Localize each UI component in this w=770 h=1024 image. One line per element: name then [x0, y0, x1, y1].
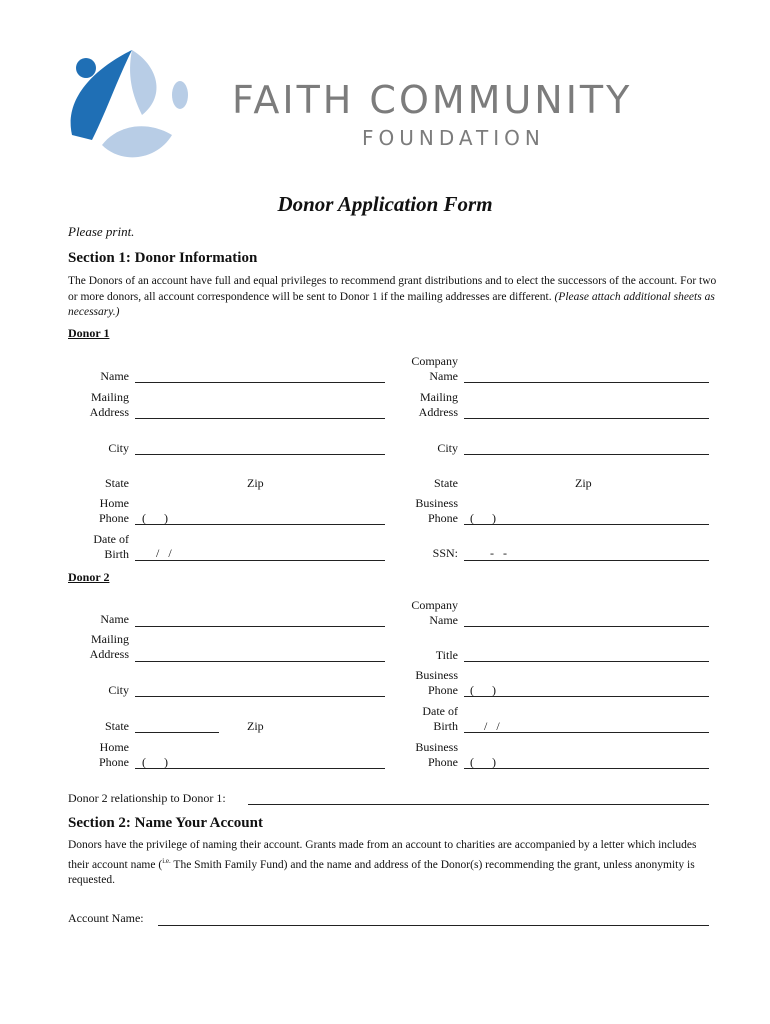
donor2-dob-field[interactable] — [464, 732, 709, 733]
section2-paragraph: Donors have the privilege of naming their account. Grants made from an account to charities are accompanied by a letter which includes their account name ($^{i.e.}$ The Smith Family Fund) and the name and address of the Donor(s) recommending the grant, unless anonymity is requested. — [68, 839, 697, 886]
donor1-ssn-mark: - - — [490, 546, 507, 560]
org-name-line1: FAITH COMMUNITY — [232, 78, 633, 122]
donor1-business-phone-label: Business Phone — [415, 496, 458, 525]
donor2-business-phone-field[interactable] — [464, 696, 709, 697]
donor2-home-phone-field[interactable] — [135, 768, 385, 769]
donor2-title-label: Title — [435, 648, 458, 662]
donor1-name-label: Name — [100, 369, 129, 383]
form-title: Donor Application Form — [277, 192, 493, 216]
donor2-name-field[interactable] — [135, 626, 385, 627]
donor1-city-right-label: City — [437, 441, 458, 455]
donor2-relationship-field[interactable] — [248, 804, 709, 805]
donor2-zip-label: Zip — [247, 719, 264, 733]
donor1-mailing-field[interactable] — [135, 418, 385, 419]
donor1-state-right-label: State — [434, 476, 458, 490]
org-name-line2: FOUNDATION — [362, 126, 545, 150]
donor2-business2-phone-mark: ( ) — [470, 755, 496, 769]
donor2-relationship-label: Donor 2 relationship to Donor 1: — [68, 791, 226, 805]
donor1-city-right-field[interactable] — [464, 454, 709, 455]
donor1-dob-field[interactable] — [135, 560, 385, 561]
donor1-zip-label: Zip — [247, 476, 264, 490]
donor2-city-label: City — [108, 683, 129, 697]
donor1-ssn-label: SSN: — [432, 546, 458, 560]
section1-paragraph — [68, 274, 718, 321]
section1-heading: Section 1: Donor Information — [68, 250, 258, 266]
donor1-business-phone-field[interactable] — [464, 524, 709, 525]
foundation-logo-icon — [62, 40, 197, 175]
donor2-state-label: State — [105, 719, 129, 733]
donor1-home-phone-label: Home Phone — [99, 496, 129, 525]
section2-heading: Section 2: Name Your Account — [68, 815, 263, 831]
donor1-mailing-right-label: Mailing Address — [418, 390, 458, 419]
donor1-company-label: Company Name — [411, 354, 458, 383]
account-name-label: Account Name: — [68, 911, 144, 925]
form-instruction: Please print. — [68, 224, 135, 239]
donor2-business2-phone-field[interactable] — [464, 768, 709, 769]
section1-paragraph-note: (Please attach additional sheets as necessary.) — [68, 290, 715, 318]
donor1-dob-mark: / / — [156, 546, 172, 560]
donor1-name-field[interactable] — [135, 382, 385, 383]
donor1-state-label: State — [105, 476, 129, 490]
donor2-title-field[interactable] — [464, 661, 709, 662]
donor1-company-field[interactable] — [464, 382, 709, 383]
donor1-home-phone-mark: ( ) — [142, 511, 168, 525]
donor2-heading: Donor 2 — [68, 570, 110, 584]
donor2-business-phone-mark: ( ) — [470, 683, 496, 697]
donor2-company-field[interactable] — [464, 626, 709, 627]
donor1-city-field[interactable] — [135, 454, 385, 455]
donor1-home-phone-field[interactable] — [135, 524, 385, 525]
donor1-mailing-right-field[interactable] — [464, 418, 709, 419]
donor1-business-phone-mark: ( ) — [470, 511, 496, 525]
donor2-name-label: Name — [100, 612, 129, 626]
donor2-dob-label: Date of Birth — [422, 704, 458, 733]
donor2-home-phone-label: Home Phone — [99, 740, 129, 769]
donor1-dob-label: Date of Birth — [93, 532, 129, 561]
section1-paragraph-text: The Donors of an account have full and equal privileges to recommend grant distributions and to elect the successors of the account. For two or more donors, all account correspondence will be sent to Donor 1 if the mailing addresses are different. — [68, 275, 717, 303]
donor2-home-phone-mark: ( ) — [142, 755, 168, 769]
donor1-zip-right-label: Zip — [575, 476, 592, 490]
donor2-business-phone-label: Business Phone — [415, 668, 458, 697]
donor1-mailing-label: Mailing Address — [89, 390, 129, 419]
donor2-dob-mark: / / — [484, 719, 500, 733]
donor1-heading: Donor 1 — [68, 326, 110, 340]
account-name-field[interactable] — [158, 925, 709, 926]
donor2-business2-phone-label: Business Phone — [415, 740, 458, 769]
donor2-state-field[interactable] — [135, 732, 219, 733]
donor2-company-label: Company Name — [411, 598, 458, 627]
donor2-mailing-field[interactable] — [135, 661, 385, 662]
donor2-city-field[interactable] — [135, 696, 385, 697]
donor2-mailing-label: Mailing Address — [89, 632, 129, 661]
donor1-city-label: City — [108, 441, 129, 455]
